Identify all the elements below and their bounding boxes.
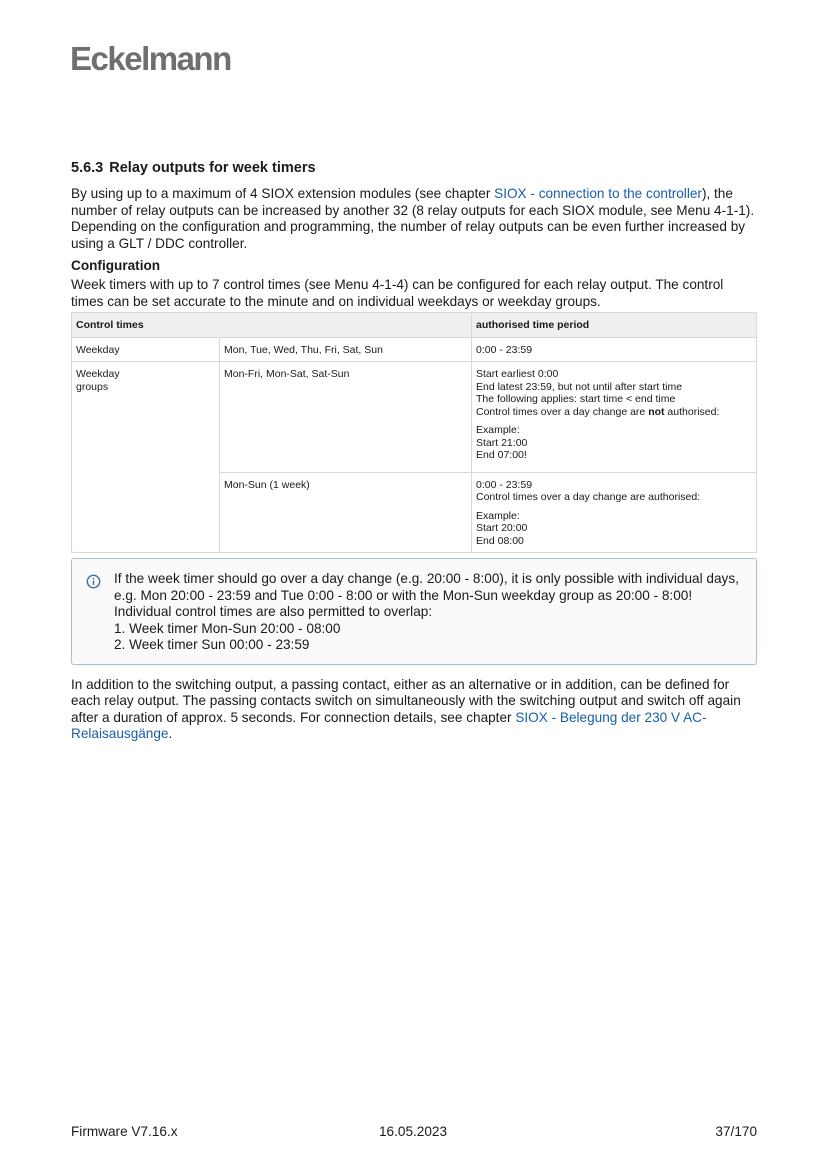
footer-page-number: 37/170: [715, 1124, 757, 1139]
cell-line: Example:: [476, 424, 520, 436]
note-line: If the week timer should go over a day change (e.g. 20:00 - 8:00), it is only possible with individual days, e.g. Mon 20:00 - 23:59 and Tue 0:00 - 8:00 or with the Mon-Sun weekday group as 20:00 - 8:00!: [114, 571, 739, 603]
note-line: 1. Week timer Mon-Sun 20:00 - 08:00: [114, 620, 341, 636]
cell-line: groups: [76, 380, 109, 393]
cell-mon-sun-period: [472, 472, 757, 553]
section-title: Relay outputs for week timers: [109, 160, 316, 176]
cell-line: The following applies: start time < end time: [476, 393, 676, 405]
section-heading: [71, 160, 757, 176]
cell-line: 0:00 - 23:59: [476, 478, 533, 491]
intro-text-start: By using up to a maximum of 4 SIOX extension modules (see chapter: [71, 186, 495, 201]
control-times-table: [71, 312, 757, 553]
cell-mon-sun: Mon-Sun (1 week): [220, 472, 472, 553]
note-line: Individual control times are also permitted to overlap:: [114, 604, 433, 619]
intro-paragraph: [71, 186, 757, 252]
header-authorised-period: authorised time period: [472, 313, 757, 338]
passing-contact-paragraph: [71, 677, 757, 743]
passing-text-start: In addition to the switching output, a passing contact, either as an alternative or in addition, can be defined for each relay output. The passing contacts switch on simultaneously with the switching output and switch off again after a duration of approx. 5 seconds. For connection details, see chapter: [71, 676, 741, 725]
cell-line: [476, 406, 752, 419]
cell-text: authorised:: [664, 405, 720, 418]
cell-line: End 08:00: [476, 534, 524, 547]
cell-line: Weekday: [76, 368, 120, 380]
cell-line: Control times over a day change are authorised:: [476, 491, 701, 503]
cell-groups-period: [472, 362, 757, 473]
cell-text: Control times over a day change are: [476, 405, 649, 418]
table-row: [72, 337, 757, 362]
footer-date: 16.05.2023: [379, 1124, 448, 1139]
siox-connection-link[interactable]: SIOX - connection to the controller: [494, 186, 702, 201]
info-note: [71, 558, 757, 665]
cell-line: Start 20:00: [476, 522, 528, 534]
cell-line: End latest 23:59, but not until after start time: [476, 380, 683, 393]
header-control-times: Control times: [72, 313, 472, 338]
cell-weekday-groups: [72, 362, 220, 553]
info-icon: [86, 574, 101, 589]
cell-line: Start 21:00: [476, 436, 528, 449]
cell-weekday-period: 0:00 - 23:59: [472, 337, 757, 362]
configuration-heading: Configuration: [71, 258, 161, 273]
footer-firmware: Firmware V7.16.x: [71, 1124, 178, 1139]
siox-relay-outputs-link[interactable]: SIOX - Belegung der 230 V AC-Relaisausgänge: [71, 709, 707, 741]
cell-weekday: Weekday: [72, 337, 220, 362]
configuration-paragraph: Week timers with up to 7 control times (see Menu 4-1-4) can be configured for each relay output. The control times can be set accurate to the minute and on individual weekdays or weekday groups.: [71, 277, 724, 309]
table-header-row: [72, 313, 757, 338]
section-number: 5.6.3: [71, 160, 104, 176]
main-content: [71, 160, 757, 743]
company-logo: Eckelmann: [70, 40, 231, 77]
passing-text-end: .: [168, 726, 173, 741]
cell-line: Example:: [476, 509, 520, 522]
intro-text-end: ), the number of relay outputs can be increased by another 32 (8 relay outputs for each SIOX module, see Menu 4-1-1). Depending on the configuration and programming, the number of relay outputs can be even further increased by using a GLT / DDC controller.: [71, 186, 755, 251]
cell-line: End 07:00!: [476, 449, 527, 461]
cell-weekday-days: Mon, Tue, Wed, Thu, Fri, Sat, Sun: [220, 337, 472, 362]
note-line: 2. Week timer Sun 00:00 - 23:59: [114, 637, 310, 652]
table-row: [72, 362, 757, 473]
cell-line: Start earliest 0:00: [476, 368, 559, 380]
cell-groups-list: Mon-Fri, Mon-Sat, Sat-Sun: [220, 362, 472, 473]
cell-emphasis: not: [648, 405, 665, 418]
